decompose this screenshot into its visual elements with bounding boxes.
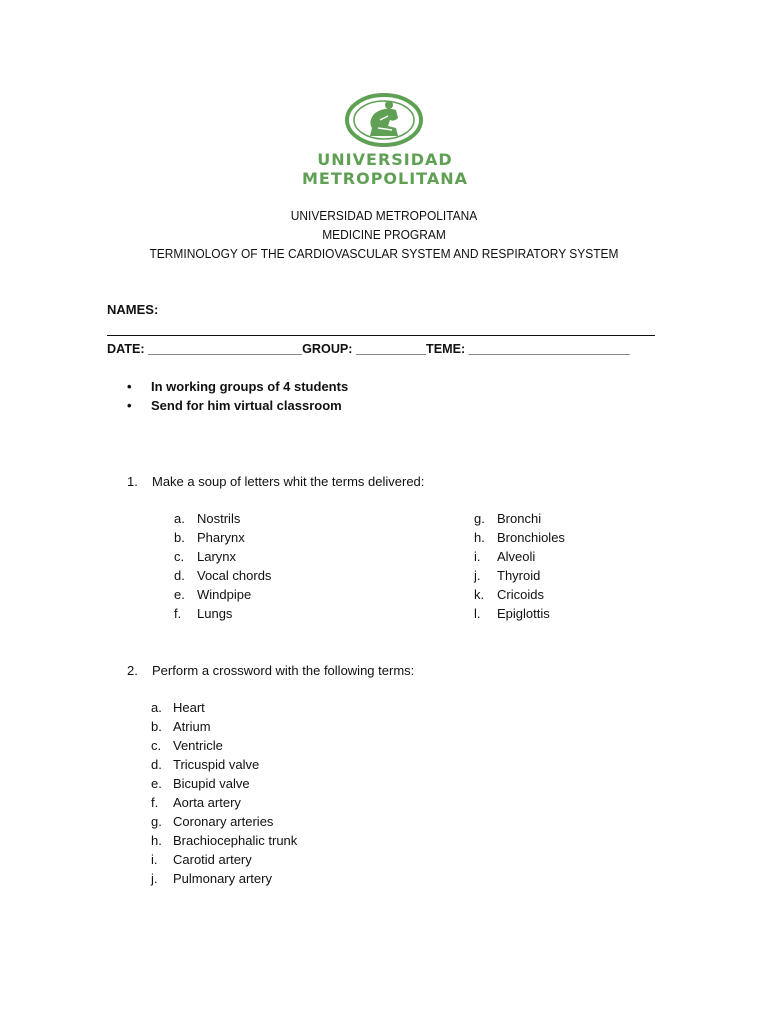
- thinker-emblem-icon: [344, 92, 424, 148]
- list-item-letter: d.: [174, 568, 185, 583]
- list-item-text: Brachiocephalic trunk: [173, 833, 298, 848]
- list-item-letter: f.: [151, 795, 159, 810]
- logo-text-metropolitana: METROPOLITANA: [302, 169, 468, 188]
- instruction-text: In working groups of 4 students: [151, 379, 349, 394]
- list-item-text: Thyroid: [497, 568, 541, 583]
- list-item-letter: e.: [151, 776, 162, 791]
- date-group-teme-line: DATE: ______________________GROUP: __________TEME: _______________________: [107, 342, 630, 356]
- list-item-letter: k.: [474, 587, 485, 602]
- instruction-text: Send for him virtual classroom: [151, 398, 342, 413]
- list-item-text: Nostrils: [197, 511, 241, 526]
- list-item-text: Tricuspid valve: [173, 757, 260, 772]
- list-item-text: Coronary arteries: [173, 814, 274, 829]
- list-item-letter: i.: [474, 549, 481, 564]
- list-item-text: Epiglottis: [497, 606, 550, 621]
- list-item-text: Windpipe: [197, 587, 252, 602]
- list-item-text: Larynx: [197, 549, 237, 564]
- list-item-letter: d.: [151, 757, 162, 772]
- list-item-text: Aorta artery: [173, 795, 241, 810]
- worksheet-title: TERMINOLOGY OF THE CARDIOVASCULAR SYSTEM AND RESPIRATORY SYSTEM: [149, 246, 619, 261]
- program-heading: MEDICINE PROGRAM: [322, 227, 446, 242]
- list-item-text: Bronchi: [497, 511, 542, 526]
- list-item-letter: i.: [151, 852, 158, 867]
- list-item-text: Bronchioles: [497, 530, 565, 545]
- university-logo: [280, 92, 490, 188]
- list-item-text: Ventricle: [173, 738, 223, 753]
- list-item-text: Cricoids: [497, 587, 544, 602]
- list-item-text: Pharynx: [197, 530, 245, 545]
- list-item-letter: g.: [474, 511, 485, 526]
- list-item-letter: a.: [151, 700, 162, 715]
- question-text: Perform a crossword with the following terms:: [152, 663, 415, 678]
- list-item-text: Atrium: [173, 719, 211, 734]
- list-item-text: Bicupid valve: [173, 776, 250, 791]
- list-item-letter: j.: [151, 871, 158, 886]
- question-number: 2.: [127, 663, 138, 678]
- list-item-text: Pulmonary artery: [173, 871, 272, 886]
- list-item-letter: b.: [151, 719, 162, 734]
- names-blank-line: [107, 335, 655, 336]
- list-item-letter: e.: [174, 587, 185, 602]
- logo-text-universidad: UNIVERSIDAD: [317, 150, 453, 169]
- question-text: Make a soup of letters whit the terms delivered:: [152, 474, 425, 489]
- list-item-text: Alveoli: [497, 549, 536, 564]
- names-label: NAMES:: [107, 302, 159, 317]
- list-item-letter: l.: [474, 606, 481, 621]
- list-item-text: Carotid artery: [173, 852, 252, 867]
- list-item-text: Vocal chords: [197, 568, 272, 583]
- list-item-letter: c.: [174, 549, 185, 564]
- list-item-letter: j.: [474, 568, 481, 583]
- bullet-icon: •: [127, 379, 132, 394]
- list-item-letter: g.: [151, 814, 162, 829]
- list-item-letter: h.: [474, 530, 485, 545]
- university-name-heading: UNIVERSIDAD METROPOLITANA: [290, 208, 478, 223]
- list-item-letter: a.: [174, 511, 185, 526]
- list-item-letter: b.: [174, 530, 185, 545]
- list-item-text: Heart: [173, 700, 205, 715]
- list-item-letter: f.: [174, 606, 182, 621]
- list-item-letter: c.: [151, 738, 162, 753]
- bullet-icon: •: [127, 398, 132, 413]
- question-number: 1.: [127, 474, 138, 489]
- list-item-letter: h.: [151, 833, 162, 848]
- list-item-text: Lungs: [197, 606, 233, 621]
